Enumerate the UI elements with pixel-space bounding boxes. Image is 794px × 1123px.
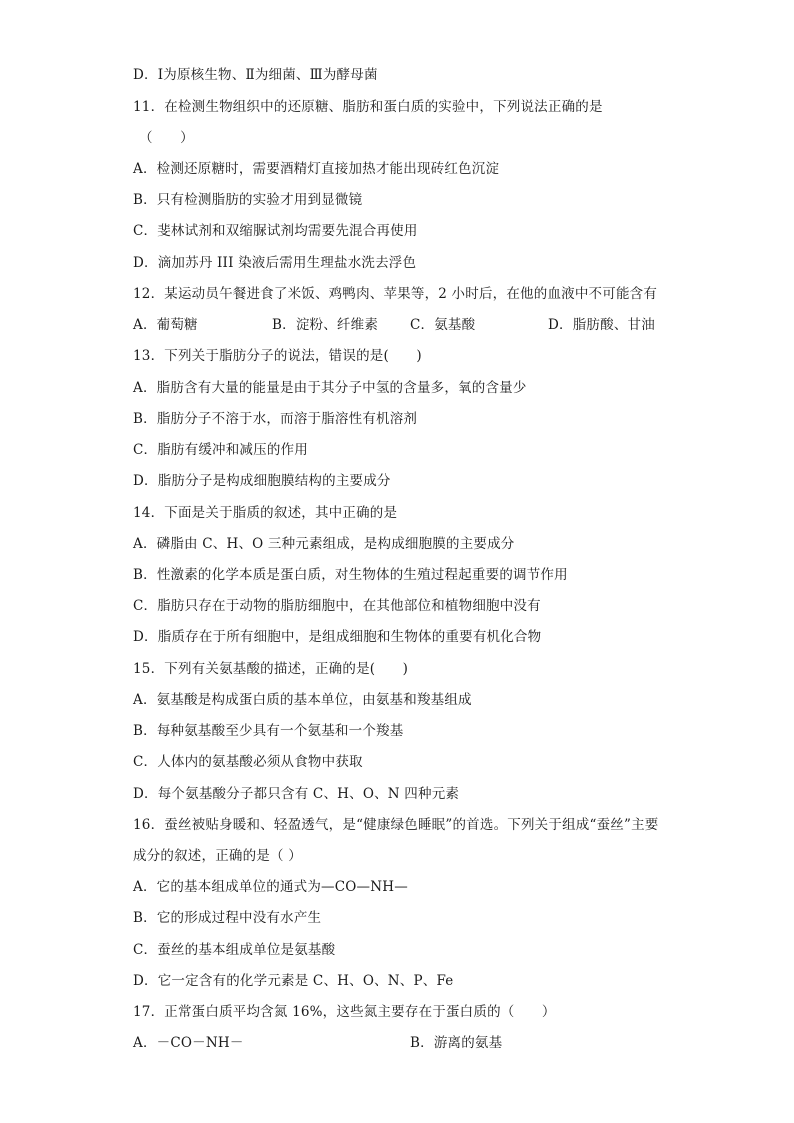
question-13-option-a: A．脂肪含有大量的能量是由于其分子中氢的含量多，氧的含量少 [133,380,527,396]
question-11-option-b: B．只有检测脂肪的实验才用到显微镜 [133,192,363,208]
question-16-option-c: C．蚕丝的基本组成单位是氨基酸 [133,942,336,958]
question-17-options-row [0,1034,794,1052]
question-14-option-b: B．性激素的化学本质是蛋白质，对生物体的生殖过程起重要的调节作用 [133,567,568,583]
question-16-option-d: D．它一定含有的化学元素是 C、H、O、N、P、Fe [133,973,454,989]
question-12-option-a: A．葡萄糖 [133,317,198,333]
question-15-option-a: A．氨基酸是构成蛋白质的基本单位，由氨基和羧基组成 [133,692,472,708]
question-12-options-row [0,316,794,334]
question-14-option-c: C．脂肪只存在于动物的脂肪细胞中，在其他部位和植物细胞中没有 [133,598,541,614]
question-10-option-d: D．Ⅰ为原核生物、Ⅱ为细菌、Ⅲ为酵母菌 [133,67,378,83]
question-14-option-a: A．磷脂由 C、H、O 三种元素组成，是构成细胞膜的主要成分 [133,536,515,552]
question-11-option-a: A．检测还原糖时，需要酒精灯直接加热才能出现砖红色沉淀 [133,161,500,177]
question-12-option-d: D．脂肪酸、甘油 [548,317,655,333]
question-16-stem-line-2: 成分的叙述，正确的是（ ） [133,848,302,864]
question-12-option-b: B．淀粉、纤维素 [272,317,379,333]
question-15-option-d: D．每个氨基酸分子都只含有 C、H、O、N 四种元素 [133,786,460,802]
question-17-option-a: A．－CO－NH－ [133,1035,244,1051]
question-15-option-c: C．人体内的氨基酸必须从食物中获取 [133,754,363,770]
question-11-option-c: C．斐林试剂和双缩脲试剂均需要先混合再使用 [133,223,418,239]
question-13-stem: 13．下列关于脂肪分子的说法，错误的是( ) [133,348,422,364]
question-11-stem: 11．在检测生物组织中的还原糖、脂肪和蛋白质的实验中，下列说法正确的是 [133,99,603,115]
question-15-option-b: B．每种氨基酸至少具有一个氨基和一个羧基 [133,723,404,739]
question-16-stem-line-1: 16．蚕丝被贴身暖和、轻盈透气，是“健康绿色睡眠”的首选。下列关于组成“蚕丝”主要 [133,817,659,833]
question-13-option-d: D．脂肪分子是构成细胞膜结构的主要成分 [133,473,391,489]
question-17-option-b: B．游离的氨基 [410,1035,503,1051]
question-12-stem: 12．某运动员午餐进食了米饭、鸡鸭肉、苹果等，2 小时后，在他的血液中不可能含有 [133,286,658,302]
question-14-option-d: D．脂质存在于所有细胞中，是组成细胞和生物体的重要有机化合物 [133,629,542,645]
question-15-stem: 15．下列有关氨基酸的描述，正确的是( ) [133,661,409,677]
question-11-answer-blank: （ ） [139,130,194,146]
question-16-option-b: B．它的形成过程中没有水产生 [133,910,322,926]
question-13-option-c: C．脂肪有缓冲和减压的作用 [133,442,308,458]
question-16-option-a: A．它的基本组成单位的通式为—CO—NH— [133,879,408,895]
question-13-option-b: B．脂肪分子不溶于水，而溶于脂溶性有机溶剂 [133,411,418,427]
question-11-option-d: D．滴加苏丹 III 染液后需用生理盐水洗去浮色 [133,255,417,271]
question-14-stem: 14．下面是关于脂质的叙述，其中正确的是 [133,505,398,521]
question-17-stem: 17．正常蛋白质平均含氮 16%，这些氮主要存在于蛋白质的（ ） [133,1004,556,1020]
question-12-option-c: C．氨基酸 [410,317,476,333]
